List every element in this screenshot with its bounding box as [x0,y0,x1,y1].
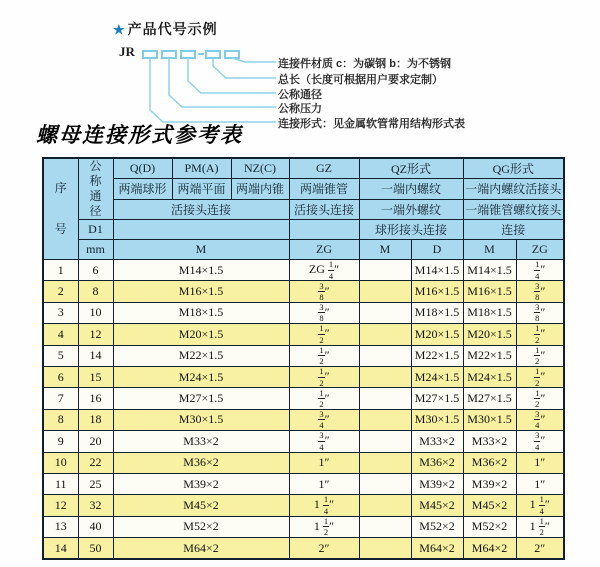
table-cell: 2″ [516,538,564,560]
header-qg-connection: 一端锥管螺纹接头 [463,199,564,219]
table-cell: $\frac{3}{4}$ ″ [289,409,359,430]
diagram-title-text: 产品代号示例 [127,21,218,37]
table-cell [359,431,411,452]
table-cell: 4 [43,324,78,345]
header-gz-connection: 活接头连接 [289,199,359,219]
table-header [43,158,564,260]
table-cell: M24×1.5 [113,366,289,387]
table-cell: $\frac{1}{2}$ ″ [289,366,359,387]
table-cell: 20 [78,431,113,452]
table-cell: $\frac{1}{2}$ ″ [516,345,564,366]
star-icon: ★ [113,22,126,37]
code-label-material: 连接件材质 c：为碳钢 b：为不锈钢 [278,58,451,70]
table-cell: M18×1.5 [113,302,289,323]
table-row [43,473,564,494]
table-cell: 7 [43,388,78,409]
table-cell: M16×1.5 [463,281,516,302]
table-cell: 1″ [289,473,359,494]
table-cell: $\frac{1}{2}$ ″ [516,388,564,409]
table-row [43,324,564,345]
table-cell: 11 [43,473,78,494]
code-label-length: 总长（长度可根据用户要求定制） [278,74,443,86]
table-cell [359,324,411,345]
table-cell: 1 $\frac{1}{4}$ ″ [289,495,359,516]
table-cell: 6 [43,366,78,387]
table-cell: 14 [43,538,78,560]
header-unit-qg-zg: ZG [516,240,564,260]
table-row [43,409,564,430]
table-cell: M14×1.5 [113,260,289,281]
header-row-1 [43,158,564,179]
table-cell: $\frac{3}{8}$ ″ [516,302,564,323]
table-row [43,431,564,452]
table-cell: M64×2 [113,538,289,560]
table-cell: $\frac{3}{8}$ ″ [289,302,359,323]
table-row [43,388,564,409]
table-cell: 25 [78,473,113,494]
table-cell: 1″ [516,452,564,473]
table-cell: M64×2 [411,538,463,560]
table-cell: M16×1.5 [411,281,463,302]
table-cell: M45×2 [411,495,463,516]
table-cell: $\frac{1}{2}$ ″ [289,388,359,409]
table-cell: 22 [78,452,113,473]
table-cell: M16×1.5 [113,281,289,302]
table-cell: $\frac{1}{2}$ ″ [516,366,564,387]
table-cell: 10 [78,302,113,323]
header-unit-mm: mm [78,240,113,260]
table-cell [359,495,411,516]
table-cell: 10 [43,452,78,473]
table-cell: M24×1.5 [463,366,516,387]
table-cell [359,473,411,494]
table-cell: M30×1.5 [463,409,516,430]
table-cell [359,452,411,473]
table-cell [359,281,411,302]
table-cell: M39×2 [463,473,516,494]
table-cell: 8 [78,281,113,302]
code-box-1 [142,50,158,59]
table-cell: 12 [78,324,113,345]
header-unit-qz-d: D [411,240,463,260]
table-cell: M14×1.5 [411,260,463,281]
table-cell: 8 [43,409,78,430]
table-cell: $\frac{1}{2}$ ″ [289,324,359,345]
header-row-3 [43,199,564,219]
table-cell: M18×1.5 [411,302,463,323]
code-box-3 [180,50,196,59]
table-cell: 3 [43,302,78,323]
table-cell: M39×2 [411,473,463,494]
table-cell: $\frac{1}{4}$ ″ [516,260,564,281]
header-row-2 [43,179,564,199]
diagram-title [113,19,218,39]
code-dash [198,53,204,55]
table-cell: $\frac{3}{4}$ ″ [516,431,564,452]
table-cell: 1″ [289,452,359,473]
table-cell: $\frac{1}{2}$ ″ [289,345,359,366]
table-cell [359,260,411,281]
table-cell: 15 [78,366,113,387]
table-row [43,495,564,516]
table-cell [359,516,411,537]
table-cell [359,538,411,560]
table-cell: 32 [78,495,113,516]
table-cell: M52×2 [113,516,289,537]
header-unit-qz-m: M [359,240,411,260]
table-cell: 12 [43,495,78,516]
header-blank-cell [289,220,359,240]
table-cell: M27×1.5 [463,388,516,409]
table-cell: 5 [43,345,78,366]
table-cell [359,366,411,387]
table-cell: ZG $\frac{1}{4}$ ″ [289,260,359,281]
header-col-qg: QG形式 [463,158,564,179]
table-cell: M39×2 [113,473,289,494]
table-cell: 16 [78,388,113,409]
header-pm-desc: 两端平面 [172,179,231,199]
header-blank-cell [113,220,289,240]
header-col-pm: PM(A) [172,158,231,179]
table-cell: M14×1.5 [463,260,516,281]
table-cell: M52×2 [411,516,463,537]
table-cell: $\frac{3}{4}$ ″ [516,409,564,430]
code-label-conn-form: 连接形式：见金属软管常用结构形式表 [278,118,465,130]
table-cell: M27×1.5 [411,388,463,409]
table-cell: 1 $\frac{1}{2}$ ″ [289,516,359,537]
header-qz-desc: 一端内螺纹 [359,179,463,199]
header-qz-connection: 一端外螺纹 [359,199,463,219]
header-col-nz: NZ(C) [231,158,289,179]
header-unit-m: M [113,240,289,260]
table-cell [359,345,411,366]
table-cell: M20×1.5 [113,324,289,345]
table-cell: 40 [78,516,113,537]
table-cell: M30×1.5 [113,409,289,430]
header-row-5 [43,240,564,260]
header-row-4 [43,220,564,240]
table-cell: M33×2 [113,431,289,452]
table-row [43,366,564,387]
header-seq: 序号 [43,158,78,260]
header-unit-qg-m: M [463,240,516,260]
code-box-5 [224,50,240,59]
table-cell: $\frac{3}{4}$ ″ [289,431,359,452]
table-cell: M52×2 [463,516,516,537]
table-cell: $\frac{1}{2}$ ″ [516,324,564,345]
table-cell: M27×1.5 [113,388,289,409]
table-cell [359,302,411,323]
header-col-gz: GZ [289,158,359,179]
product-code-prefix: JR [119,44,135,59]
table-cell: M18×1.5 [463,302,516,323]
table-cell: 1 [43,260,78,281]
table-cell: 2 [43,281,78,302]
table-cell: M64×2 [463,538,516,560]
table-cell: 14 [78,345,113,366]
table-row [43,281,564,302]
table-cell: 13 [43,516,78,537]
header-unit-zg: ZG [289,240,359,260]
table-cell: $\frac{3}{8}$ ″ [516,281,564,302]
table-cell: M36×2 [411,452,463,473]
header-nominal-diameter: 公称通径 [78,158,113,220]
code-label-diameter: 公称通径 [278,89,322,101]
table-cell: 2″ [289,538,359,560]
table-cell: 1 $\frac{1}{4}$ ″ [516,495,564,516]
table-row [43,260,564,281]
table-cell: 6 [78,260,113,281]
header-col-q: Q(D) [113,158,172,179]
table-cell: M20×1.5 [463,324,516,345]
table-cell [359,388,411,409]
table-cell: 1 $\frac{1}{2}$ ″ [516,516,564,537]
reference-table [42,157,565,560]
header-m-connection: 活接头连接 [113,199,289,219]
table-cell: M36×2 [463,452,516,473]
table-row [43,345,564,366]
table-cell: M36×2 [113,452,289,473]
table-cell: M30×1.5 [411,409,463,430]
header-qg-connection-2: 连接 [463,220,564,240]
table-cell: M45×2 [463,495,516,516]
table-row [43,302,564,323]
header-gz-desc: 两端锥管 [289,179,359,199]
header-d1: D1 [78,220,113,240]
table-cell: $\frac{3}{8}$ ″ [289,281,359,302]
table-cell: 50 [78,538,113,560]
code-box-4 [205,50,221,59]
table-cell: 18 [78,409,113,430]
code-label-pressure: 公称压力 [278,103,322,115]
table-cell: M22×1.5 [411,345,463,366]
table-cell: M33×2 [463,431,516,452]
table-cell: M20×1.5 [411,324,463,345]
header-nz-desc: 两端内锥 [231,179,289,199]
table-row [43,538,564,560]
table-cell: 1″ [516,473,564,494]
table-cell: M22×1.5 [113,345,289,366]
table-body [43,260,564,560]
code-box-2 [161,50,177,59]
table-row [43,452,564,473]
table-row [43,516,564,537]
header-col-qz: QZ形式 [359,158,463,179]
table-cell: M33×2 [411,431,463,452]
table-cell: M45×2 [113,495,289,516]
table-cell: 9 [43,431,78,452]
table-cell: M24×1.5 [411,366,463,387]
table-title: 螺母连接形式参考表 [36,123,243,147]
header-qg-desc: 一端内螺纹活接头 [463,179,564,199]
table-cell [359,409,411,430]
header-qz-connection-2: 球形接头连接 [359,220,463,240]
header-q-desc: 两端球形 [113,179,172,199]
table-cell: M22×1.5 [463,345,516,366]
